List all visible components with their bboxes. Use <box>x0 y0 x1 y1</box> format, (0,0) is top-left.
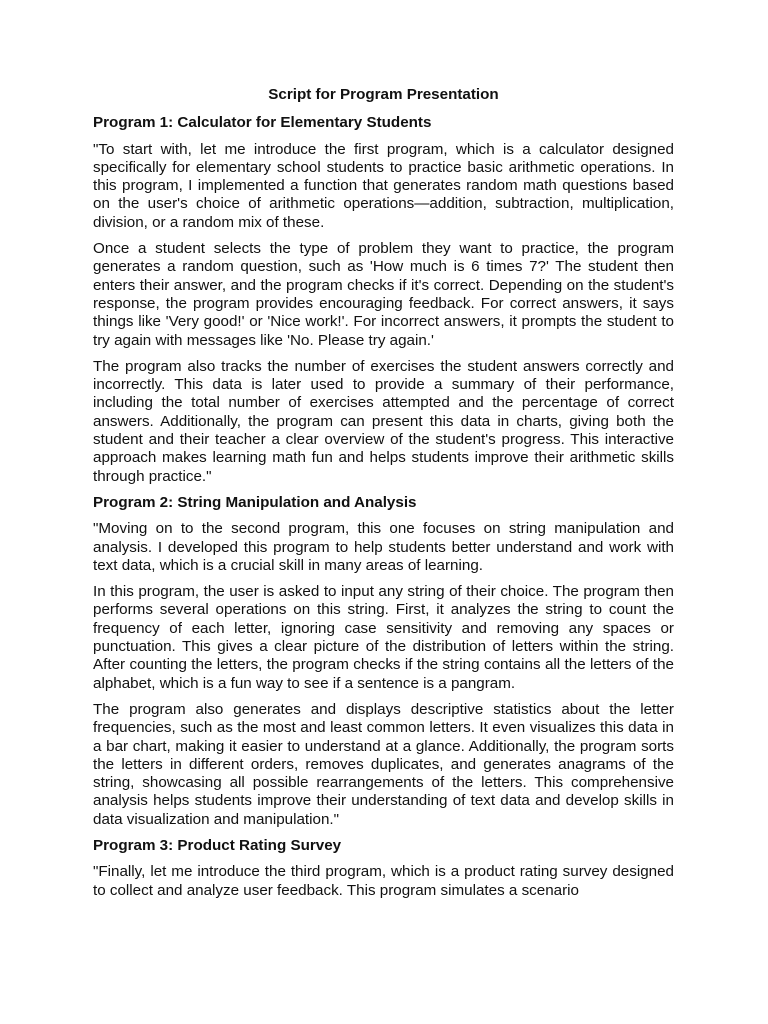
paragraph: "To start with, let me introduce the first program, which is a calculator designed specifically for elementary school students to practice basic arithmetic operations. In this program, I implemented a function that generates random math questions based on the user's choice of arithmetic operations—addition, subtraction, multiplication, division, or a random mix of these. <box>93 140 674 231</box>
section-heading-program-2: Program 2: String Manipulation and Analysis <box>93 493 417 511</box>
document-page <box>93 86 674 908</box>
paragraph: Once a student selects the type of problem they want to practice, the program generates a random question, such as 'How much is 6 times 7?' The student then enters their answer, and the program checks if it's correct. Depending on the student's response, the program provides encouraging feedback. For correct answers, it says things like 'Very good!' or 'Nice work!'. For incorrect answers, it prompts the student to try again with messages like 'No. Please try again.' <box>93 240 674 349</box>
section-heading-program-1: Program 1: Calculator for Elementary Students <box>93 114 432 132</box>
section-heading-program-3: Program 3: Product Rating Survey <box>93 836 342 854</box>
paragraph: The program also tracks the number of exercises the student answers correctly and incorrectly. This data is later used to provide a summary of their performance, including the total number of exercises attempted and the percentage of correct answers. Additionally, the program can present this data in charts, giving both the student and their teacher a clear overview of the student's progress. This interactive approach makes learning math fun and helps students improve their arithmetic skills through practice." <box>93 357 674 485</box>
paragraph: "Moving on to the second program, this one focuses on string manipulation and analysis. I developed this program to help students better understand and work with text data, which is a crucial skill in many areas of learning. <box>93 520 674 574</box>
paragraph: "Finally, let me introduce the third program, which is a product rating survey designed to collect and analyze user feedback. This program simulates a scenario <box>93 863 674 899</box>
document-title: Script for Program Presentation <box>268 86 499 103</box>
paragraph: In this program, the user is asked to input any string of their choice. The program then performs several operations on this string. First, it analyzes the string to count the frequency of each letter, ignoring case sensitivity and removing any spaces or punctuation. This gives a clear picture of the distribution of letters within the string. After counting the letters, the program checks if the string contains all the letters of the alphabet, which is a fun way to see if a sentence is a pangram. <box>93 583 674 692</box>
paragraph: The program also generates and displays descriptive statistics about the letter frequencies, such as the most and least common letters. It even visualizes this data in a bar chart, making it easier to understand at a glance. Additionally, the program sorts the letters in different orders, removes duplicates, and generates anagrams of the string, showcasing all possible rearrangements of the letters. This comprehensive analysis helps students improve their understanding of text data and develop skills in data visualization and manipulation." <box>93 700 674 828</box>
